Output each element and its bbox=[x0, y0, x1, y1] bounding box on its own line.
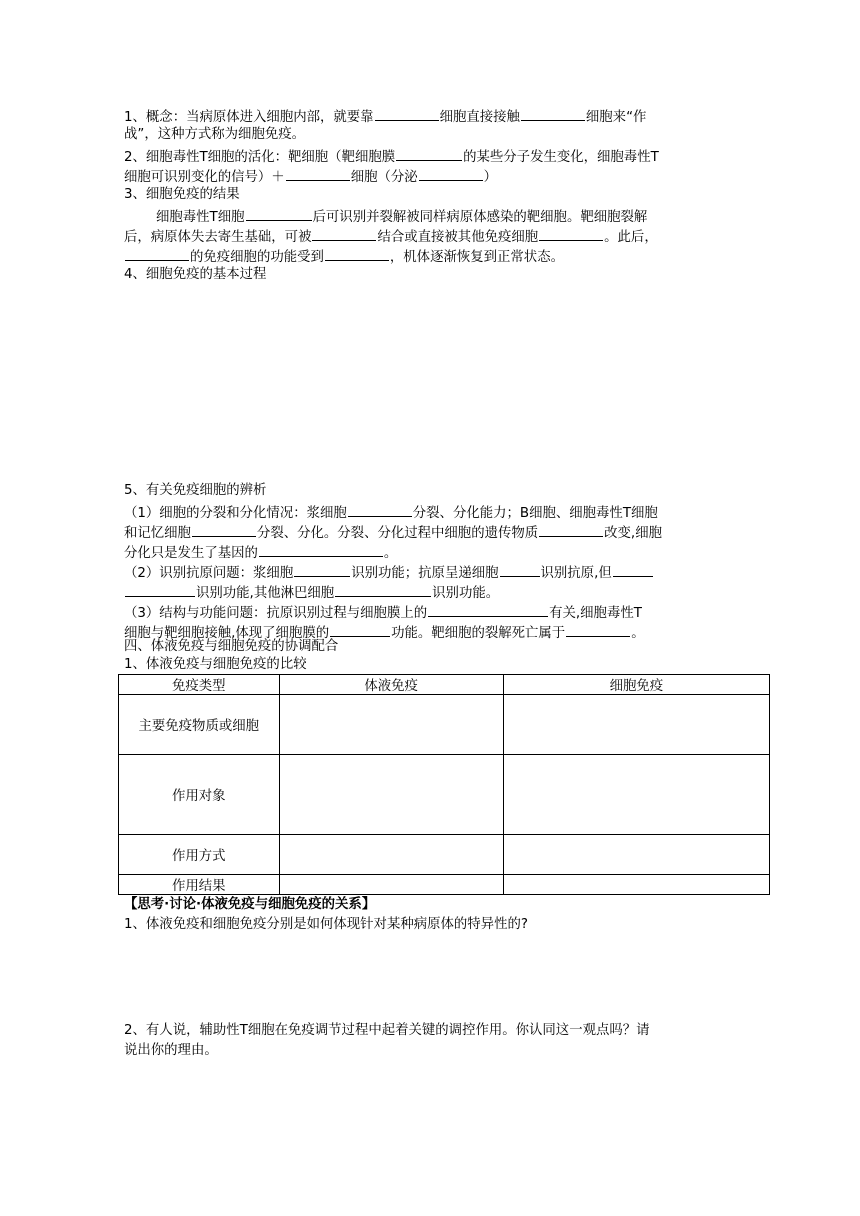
result-heading: 3、细胞免疫的结果 bbox=[124, 187, 240, 202]
text: 细胞直接接触 bbox=[439, 110, 520, 125]
row-label: 主要免疫物质或细胞 bbox=[119, 695, 280, 755]
blank bbox=[330, 622, 390, 637]
text: 结合或直接被其他免疫细胞 bbox=[377, 230, 539, 245]
result-line-2 bbox=[124, 226, 744, 247]
table-header: 细胞免疫 bbox=[503, 675, 769, 695]
text: 识别功能。 bbox=[432, 586, 500, 601]
blank bbox=[375, 106, 439, 121]
table-header: 体液免疫 bbox=[279, 675, 503, 695]
text: 细胞来“作 bbox=[585, 110, 647, 125]
table-header-row bbox=[119, 675, 770, 695]
row-label: 作用方式 bbox=[119, 835, 280, 875]
table-cell bbox=[503, 755, 769, 835]
result-line-3 bbox=[124, 246, 744, 267]
blank bbox=[312, 226, 376, 241]
discussion-heading: 【思考·讨论·体液免疫与细胞免疫的关系】 bbox=[124, 897, 376, 912]
text: 1、概念：当病原体进入细胞内部，就要靠 bbox=[124, 110, 374, 125]
blank bbox=[192, 522, 256, 537]
text: 有关,细胞毒性T bbox=[549, 606, 642, 621]
text: 改变,细胞 bbox=[604, 526, 662, 541]
text: 。 bbox=[631, 626, 645, 641]
row-label: 作用结果 bbox=[119, 875, 280, 895]
text: ，机体逐渐恢复到正常状态。 bbox=[389, 250, 564, 265]
text: 2、细胞毒性T细胞的活化：靶细胞（靶细胞膜 bbox=[124, 150, 396, 165]
blank bbox=[325, 246, 389, 261]
text: 和记忆细胞 bbox=[124, 526, 191, 541]
table-cell bbox=[279, 835, 503, 875]
text: （3）结构与功能问题：抗原识别过程与细胞膜上的 bbox=[124, 606, 428, 621]
blank bbox=[259, 542, 383, 557]
table-header: 免疫类型 bbox=[119, 675, 280, 695]
blank bbox=[500, 562, 540, 577]
discussion-question-1: 1、体液免疫和细胞免疫分别是如何体现针对某种病原体的特异性的? bbox=[124, 917, 528, 932]
text: 识别功能；抗原呈递细胞 bbox=[351, 566, 499, 581]
table-row bbox=[119, 695, 770, 755]
part4-subheading: 1、体液免疫与细胞免疫的比较 bbox=[124, 657, 307, 672]
table-cell bbox=[279, 875, 503, 895]
table-row bbox=[119, 835, 770, 875]
analysis-heading: 5、有关免疫细胞的辨析 bbox=[124, 483, 267, 498]
concept-line-1 bbox=[124, 106, 744, 127]
blank bbox=[125, 246, 189, 261]
table-cell bbox=[503, 875, 769, 895]
analysis-p1-line-3 bbox=[124, 542, 744, 563]
concept-line-2: 战”，这种方式称为细胞免疫。 bbox=[124, 127, 306, 142]
table-cell bbox=[279, 755, 503, 835]
blank bbox=[396, 146, 462, 161]
analysis-p3-line-1 bbox=[124, 602, 744, 623]
table-cell bbox=[503, 695, 769, 755]
analysis-p2-line-1 bbox=[124, 562, 744, 583]
text: 后，病原体失去寄生基础，可被 bbox=[124, 230, 312, 245]
blank bbox=[521, 106, 585, 121]
text: 功能。靶细胞的裂解死亡属于 bbox=[391, 626, 566, 641]
blank bbox=[539, 226, 603, 241]
comparison-table bbox=[118, 674, 770, 895]
table-cell bbox=[279, 695, 503, 755]
process-heading: 4、细胞免疫的基本过程 bbox=[124, 267, 267, 282]
blank bbox=[294, 562, 350, 577]
discussion-question-2-line-2: 说出你的理由。 bbox=[124, 1043, 218, 1058]
row-label: 作用对象 bbox=[119, 755, 280, 835]
text: 分裂、分化能力；B细胞、细胞毒性T细胞 bbox=[412, 506, 658, 521]
discussion-question-2-line-1: 2、有人说，辅助性T细胞在免疫调节过程中起着关键的调控作用。你认同这一观点吗？请 bbox=[124, 1023, 650, 1038]
result-line-1 bbox=[156, 206, 776, 227]
analysis-p1-line-2 bbox=[124, 522, 744, 543]
activation-line-1 bbox=[124, 146, 744, 167]
text: ） bbox=[483, 170, 498, 185]
table-cell bbox=[503, 835, 769, 875]
text: 识别功能,其他淋巴细胞 bbox=[196, 586, 335, 601]
part4-heading: 四、体液免疫与细胞免疫的协调配合 bbox=[124, 639, 339, 654]
blank bbox=[428, 602, 548, 617]
text: （1）细胞的分裂和分化情况：浆细胞 bbox=[124, 506, 347, 521]
blank bbox=[613, 562, 653, 577]
text: 细胞毒性T细胞 bbox=[156, 210, 245, 225]
text: 。 bbox=[383, 546, 398, 561]
blank bbox=[246, 206, 312, 221]
text: 识别抗原,但 bbox=[540, 566, 612, 581]
text: 的免疫细胞的功能受到 bbox=[190, 250, 324, 265]
text: 。此后， bbox=[604, 230, 658, 245]
text: 的某些分子发生变化，细胞毒性T bbox=[463, 150, 659, 165]
blank bbox=[539, 522, 603, 537]
activation-line-2 bbox=[124, 166, 744, 187]
text: 分裂、分化。分裂、分化过程中细胞的遗传物质 bbox=[256, 526, 539, 541]
blank bbox=[566, 622, 630, 637]
table-row bbox=[119, 755, 770, 835]
text: （2）识别抗原问题：浆细胞 bbox=[124, 566, 294, 581]
blank bbox=[348, 502, 412, 517]
blank bbox=[419, 166, 483, 181]
blank bbox=[125, 582, 195, 597]
text: 细胞（分泌 bbox=[350, 170, 418, 185]
blank bbox=[335, 582, 431, 597]
text: 细胞可识别变化的信号）＋ bbox=[124, 170, 285, 185]
text: 分化只是发生了基因的 bbox=[124, 546, 258, 561]
analysis-p1-line-1 bbox=[124, 502, 744, 523]
text: 后可识别并裂解被同样病原体感染的靶细胞。靶细胞裂解 bbox=[312, 210, 648, 225]
text: 细胞与靶细胞接触,体现了细胞膜的 bbox=[124, 626, 330, 641]
table-row bbox=[119, 875, 770, 895]
blank bbox=[286, 166, 350, 181]
analysis-p2-line-2 bbox=[124, 582, 744, 603]
